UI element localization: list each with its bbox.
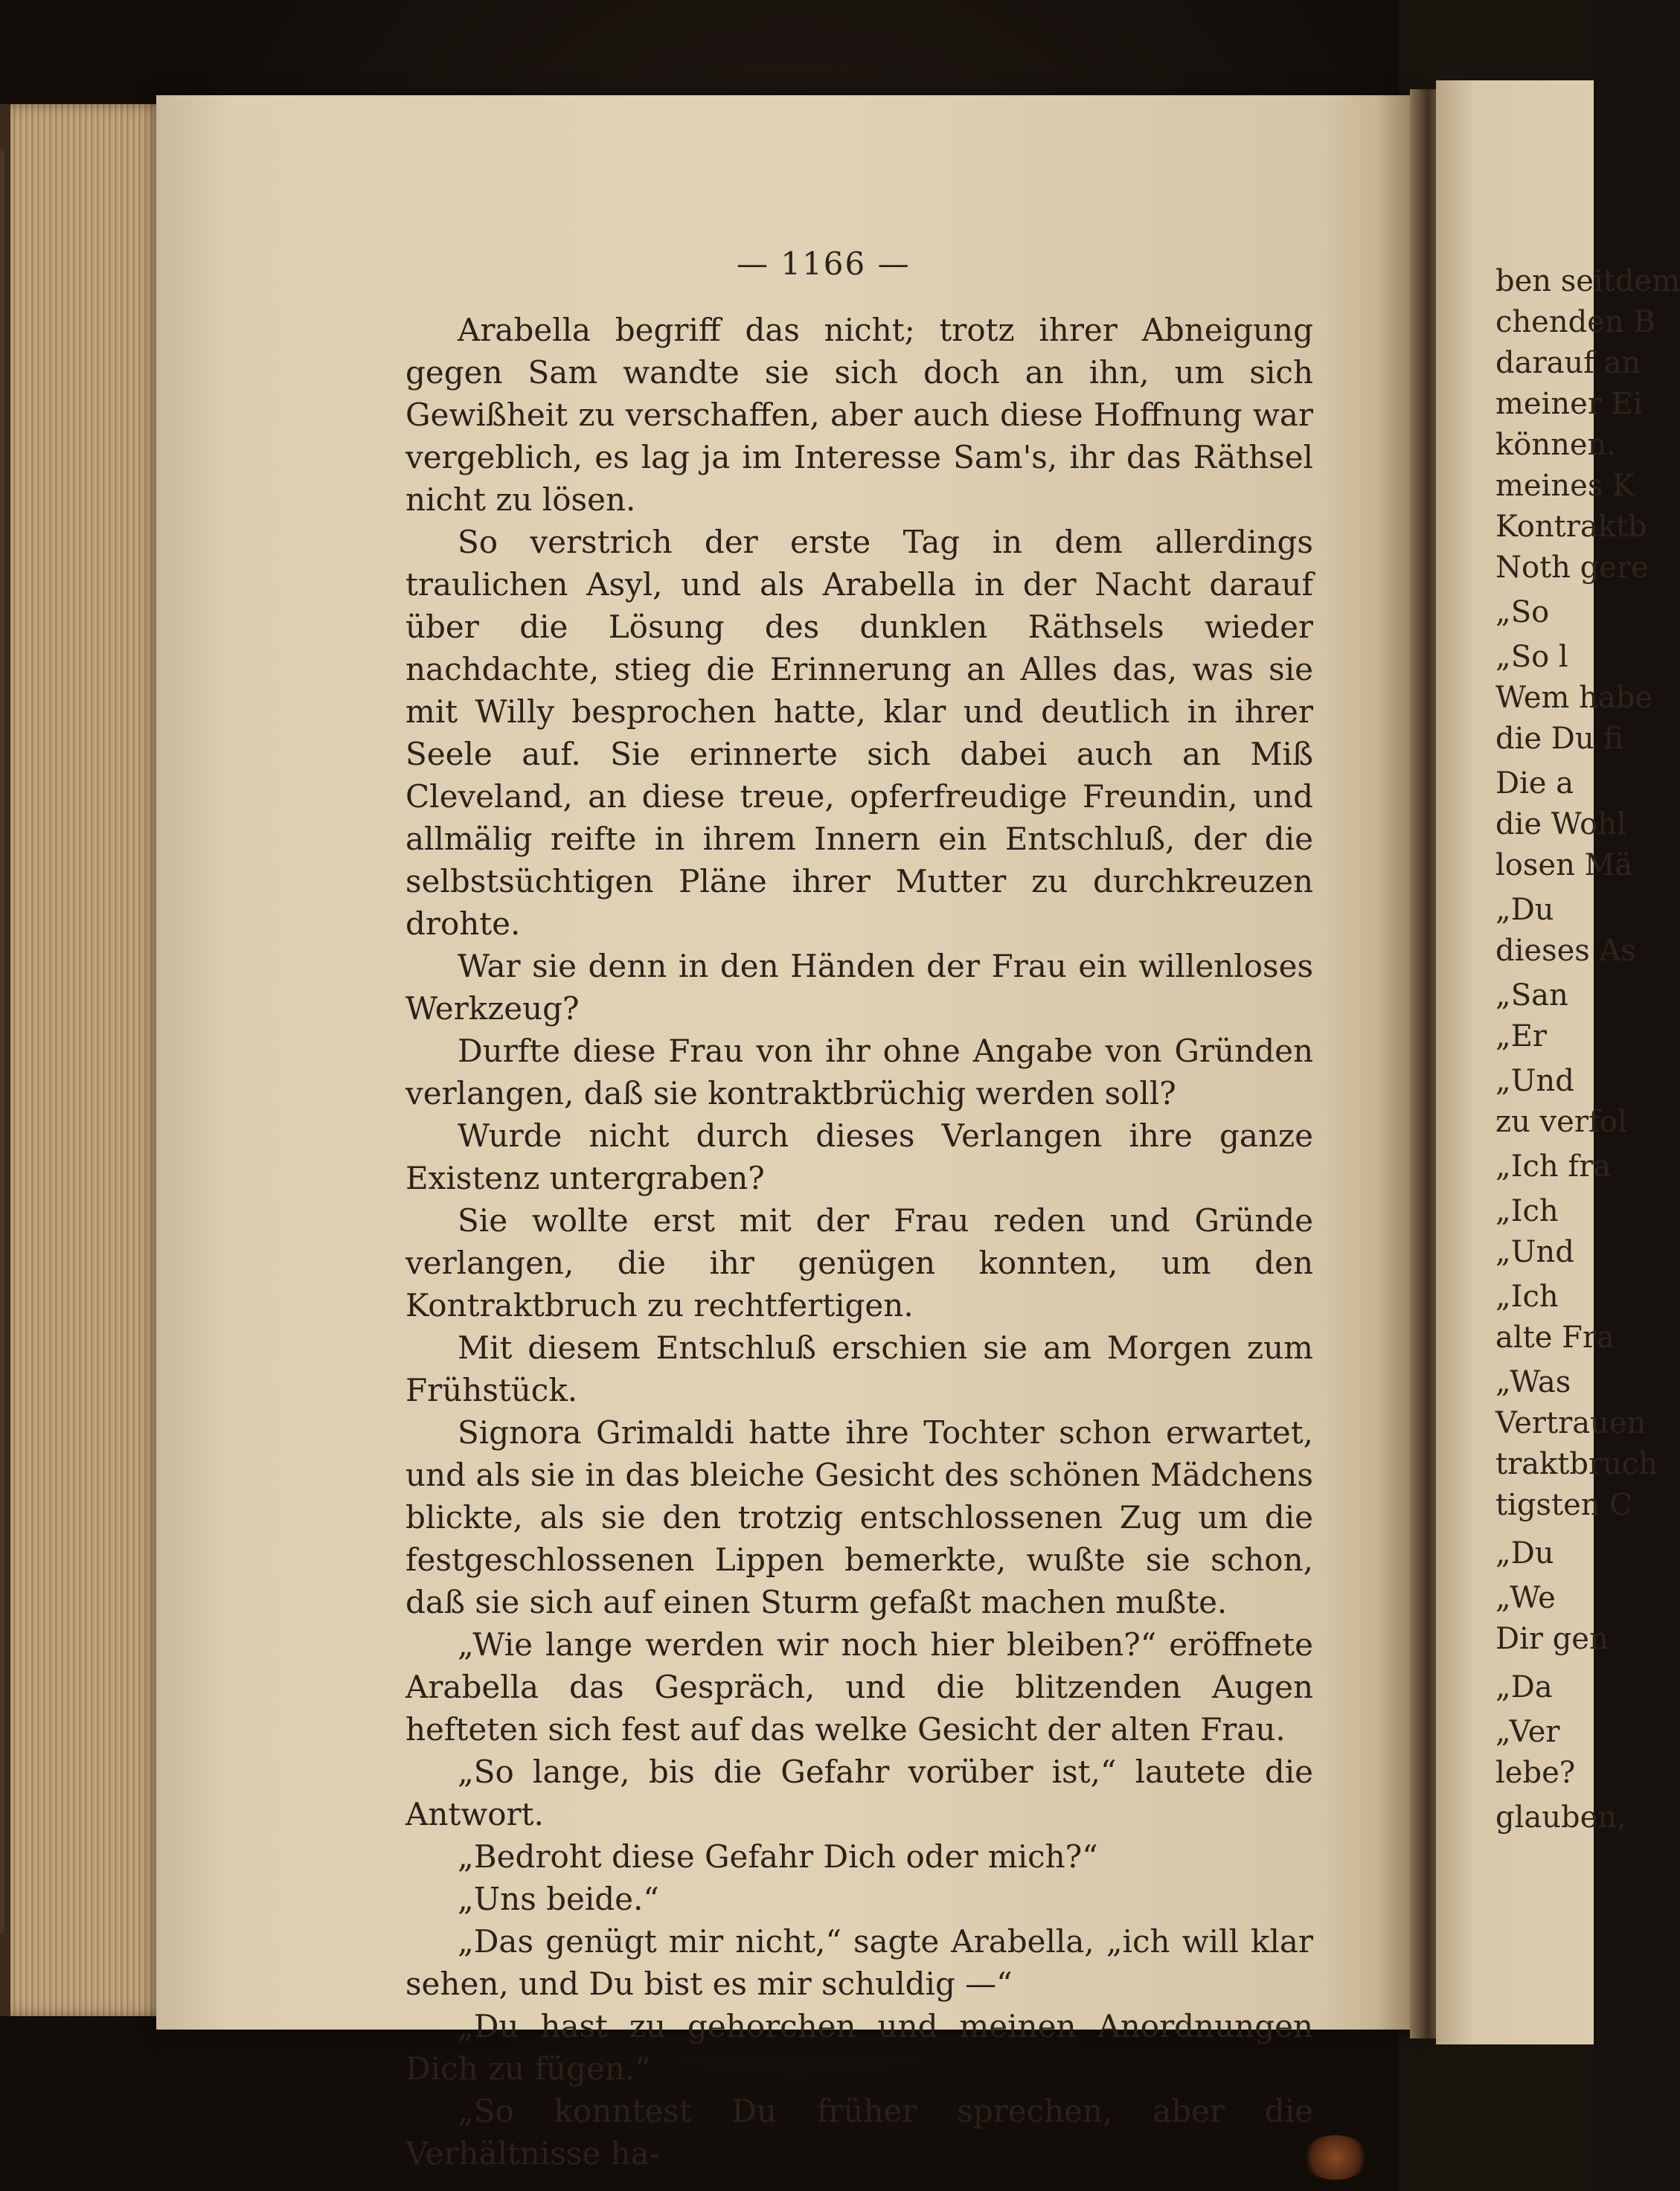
right-page-line: „Du	[1495, 893, 1554, 927]
right-page-line: Dir gen	[1495, 1622, 1609, 1656]
right-page-line: Kontraktb	[1495, 510, 1647, 544]
paragraph: Durfte diese Frau von ihr ohne Angabe von Gründen verlangen, daß sie kontraktbrüchig werden soll?	[405, 1033, 1313, 1111]
right-page-line: tigsten C	[1495, 1488, 1632, 1522]
right-page-line: „Ich	[1495, 1280, 1559, 1314]
right-page-line: alte Fra	[1495, 1321, 1615, 1355]
dialogue-paragraph: „Bedroht diese Gefahr Dich oder mich?“	[458, 1838, 1098, 1875]
paragraph: War sie denn in den Händen der Frau ein willenloses Werkzeug?	[405, 948, 1313, 1027]
dialogue-paragraph: „So lange, bis die Gefahr vorüber ist,“ lautete die Antwort.	[405, 1754, 1313, 1832]
right-page-line: die Wohl	[1495, 807, 1626, 841]
right-page-line: ben seitdem	[1495, 264, 1680, 298]
right-page-line: dieses As	[1495, 934, 1636, 968]
right-page-line: meines K	[1495, 469, 1635, 503]
right-page-line: „Und	[1495, 1235, 1574, 1269]
right-page-line: chenden B	[1495, 305, 1655, 339]
right-page-line: Noth gere	[1495, 551, 1649, 585]
right-page-line: „Was	[1495, 1365, 1571, 1399]
dialogue-paragraph: „Das genügt mir nicht,“ sagte Arabella, „ich will klar sehen, und Du bist es mir schuldig —“	[405, 1923, 1313, 2002]
right-page-line: „Und	[1495, 1064, 1574, 1098]
right-page-line: darauf an	[1495, 346, 1641, 380]
right-page-line: traktbruch	[1495, 1447, 1658, 1481]
right-page-line: „Er	[1495, 1019, 1548, 1053]
paragraph: Sie wollte erst mit der Frau reden und Gründe verlangen, die ihr genügen konnten, um den Kontraktbruch zu rechtfertigen.	[405, 1202, 1313, 1324]
right-page-line: losen Mä	[1495, 848, 1633, 882]
dialogue-paragraph: „Uns beide.“	[458, 1881, 659, 1917]
right-page-line: „We	[1495, 1581, 1556, 1615]
paragraph: So verstrich der erste Tag in dem allerdings traulichen Asyl, und als Arabella in der Nacht darauf über die Lösung des dunklen Räthsels wieder nachdachte, stieg die Erinnerung an Alles das, was sie mit Willy besprochen hatte, klar und deutlich in ihrer Seele auf. Sie erinnerte sich dabei auch an Miß Cleveland, an diese treue, opferfreudige Freundin, und allmälig reifte in ihrem Innern ein Entschluß, der die selbstsüchtigen Pläne ihrer Mutter zu durchkreuzen drohte.	[405, 524, 1313, 942]
page-body-text	[405, 309, 1313, 2175]
right-page-line: glauben,	[1495, 1800, 1626, 1835]
right-page-line: „So l	[1495, 640, 1568, 674]
right-page-line: Wem habe	[1495, 681, 1653, 715]
right-page	[1436, 80, 1680, 2044]
book-gutter	[1410, 89, 1440, 2038]
dialogue-paragraph: „Wie lange werden wir noch hier bleiben?“ eröffnete Arabella das Gespräch, und die blitzenden Augen hefteten sich fest auf das welke Gesicht der alten Frau.	[405, 1626, 1313, 1748]
paragraph: Wurde nicht durch dieses Verlangen ihre ganze Existenz untergraben?	[405, 1117, 1313, 1196]
right-page-line: „Da	[1495, 1670, 1553, 1704]
dialogue-paragraph: „So konntest Du früher sprechen, aber die Verhältnisse ha-	[405, 2093, 1313, 2172]
dialogue-paragraph: „Du hast zu gehorchen und meinen Anordnungen Dich zu fügen.“	[405, 2008, 1313, 2087]
right-page-line: „Ver	[1495, 1715, 1560, 1749]
right-page-line: Vertrauen	[1495, 1406, 1647, 1440]
right-page-line: meiner Ei	[1495, 387, 1643, 421]
corner-stain	[1302, 2135, 1369, 2180]
right-page-line: lebe?	[1495, 1756, 1576, 1790]
right-page-line: „Du	[1495, 1536, 1554, 1571]
paragraph: Arabella begriff das nicht; trotz ihrer Abneigung gegen Sam wandte sie sich doch an ihn, um sich Gewißheit zu verschaffen, aber auch diese Hoffnung war vergeblich, es lag ja im Interesse Sam's, ihr das Räthsel nicht zu lösen.	[405, 312, 1313, 518]
right-page-line: zu verfol	[1495, 1105, 1627, 1139]
right-page-line: können.	[1495, 428, 1616, 462]
right-page-line: die Du fi	[1495, 722, 1624, 756]
right-page-line: „Ich	[1495, 1194, 1559, 1228]
page-number: — 1166 —	[737, 246, 911, 282]
page-block-edge	[0, 104, 182, 2016]
paragraph: Signora Grimaldi hatte ihre Tochter schon erwartet, und als sie in das bleiche Gesicht des schönen Mädchens blickte, als sie den trotzig entschlossenen Zug um die festgeschlossenen Lippen bemerkte, wußte sie schon, daß sie sich auf einen Sturm gefaßt machen mußte.	[405, 1414, 1313, 1620]
right-page-line: Die a	[1495, 766, 1574, 801]
paragraph: Mit diesem Entschluß erschien sie am Morgen zum Frühstück.	[405, 1329, 1313, 1408]
right-page-line: „Ich fra	[1495, 1149, 1612, 1184]
right-page-line: „San	[1495, 978, 1568, 1013]
right-page-line: „So	[1495, 595, 1550, 629]
